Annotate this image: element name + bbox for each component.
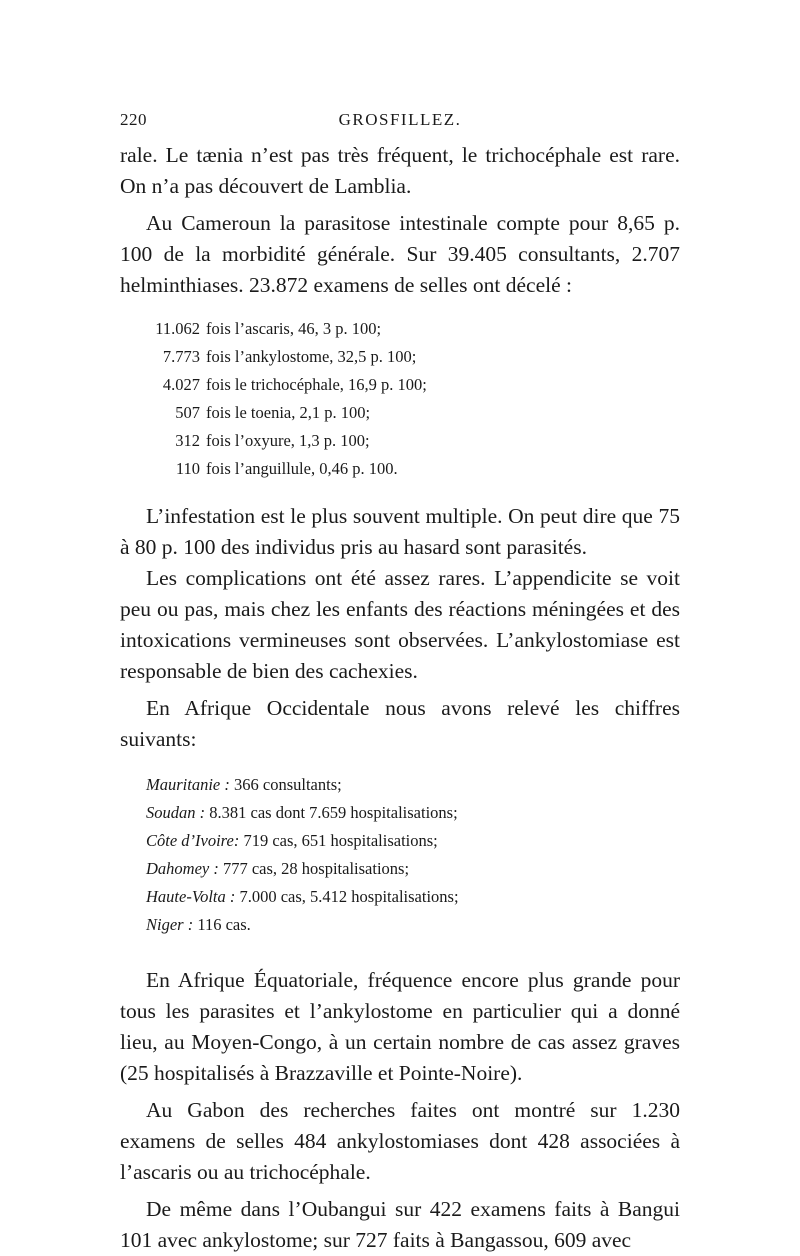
list-item — [120, 455, 680, 483]
region-name: Dahomey : — [146, 859, 219, 878]
list-item-text: fois l’anguillule, 0,46 p. 100. — [206, 459, 398, 478]
list-item — [120, 883, 680, 911]
region-figures: 7.000 cas, 5.412 hospitalisations; — [239, 887, 459, 906]
region-figures: 777 cas, 28 hospitalisations; — [222, 859, 410, 878]
list-item — [120, 343, 680, 371]
list-item-count: 11.062 — [155, 319, 200, 338]
paragraph-continuation: rale. Le tænia n’est pas très fréquent, le trichocéphale est rare. On n’a pas découvert de Lamblia. — [120, 143, 680, 198]
list-item — [120, 315, 680, 343]
list-item-text: fois l’oxyure, 1,3 p. 100; — [206, 431, 370, 450]
list-item-count: 312 — [175, 431, 200, 450]
list-item — [120, 399, 680, 427]
list-item — [120, 911, 680, 939]
list-item-count: 507 — [175, 403, 200, 422]
paragraph-oubangui: De même dans l’Oubangui sur 422 examens faits à Bangui 101 avec ankylostome; sur 727 faits à Bangassou, 609 avec — [120, 1197, 680, 1252]
list-item-text: fois l’ankylostome, 32,5 p. 100; — [206, 347, 417, 366]
list-item — [120, 799, 680, 827]
list-item — [120, 855, 680, 883]
paragraph-afrique-equatoriale: En Afrique Équatoriale, fréquence encore plus grande pour tous les parasites et l’ankylostome en particulier qui a donné lieu, au Moyen-Congo, à un certain nombre de cas assez graves (25 hospitalisés à Brazzaville et Pointe-Noire). — [120, 968, 680, 1085]
page-number: 220 — [120, 110, 147, 129]
running-title: GROSFILLEZ. — [338, 110, 462, 129]
paragraph-complications: Les complications ont été assez rares. L’appendicite se voit peu ou pas, mais chez les enfants des réactions méningées et des intoxications vermineuses sont observées. L’ankylostomiase est responsable de bien des cachexies. — [120, 566, 680, 683]
paragraph-infestation: L’infestation est le plus souvent multiple. On peut dire que 75 à 80 p. 100 des individus pris au hasard sont parasités. — [120, 504, 680, 559]
region-stats-list — [120, 771, 680, 939]
list-item-text: fois le trichocéphale, 16,9 p. 100; — [206, 375, 427, 394]
region-name: Mauritanie : — [146, 775, 230, 794]
running-head — [120, 110, 680, 140]
region-name: Soudan : — [146, 803, 206, 822]
list-item — [120, 371, 680, 399]
region-figures: 116 cas. — [197, 915, 251, 934]
paragraph-gabon: Au Gabon des recherches faites ont montré sur 1.230 examens de selles 484 ankylostomiases dont 428 associées à l’ascaris ou au trichocéphale. — [120, 1098, 680, 1184]
region-figures: 8.381 cas dont 7.659 hospitalisations; — [209, 803, 458, 822]
region-figures: 719 cas, 651 hospitalisations; — [243, 831, 438, 850]
region-name: Haute-Volta : — [146, 887, 236, 906]
list-item-count: 7.773 — [162, 347, 200, 366]
book-page — [120, 110, 680, 1256]
parasite-list — [120, 315, 680, 483]
list-item-text: fois l’ascaris, 46, 3 p. 100; — [206, 319, 382, 338]
list-item — [120, 771, 680, 799]
region-name: Niger : — [146, 915, 194, 934]
list-item — [120, 427, 680, 455]
paragraph-cameroun: Au Cameroun la parasitose intestinale compte pour 8,65 p. 100 de la morbidité générale. Sur 39.405 consultants, 2.707 helminthiases. 23.872 examens de selles ont décelé : — [120, 211, 680, 297]
list-item-count: 4.027 — [162, 375, 200, 394]
list-item-text: fois le toenia, 2,1 p. 100; — [206, 403, 371, 422]
paragraph-afrique-occidentale: En Afrique Occidentale nous avons relevé les chiffres suivants: — [120, 696, 680, 751]
list-item — [120, 827, 680, 855]
list-item-count: 110 — [175, 459, 200, 478]
region-name: Côte d’Ivoire: — [146, 831, 240, 850]
region-figures: 366 consultants; — [234, 775, 342, 794]
